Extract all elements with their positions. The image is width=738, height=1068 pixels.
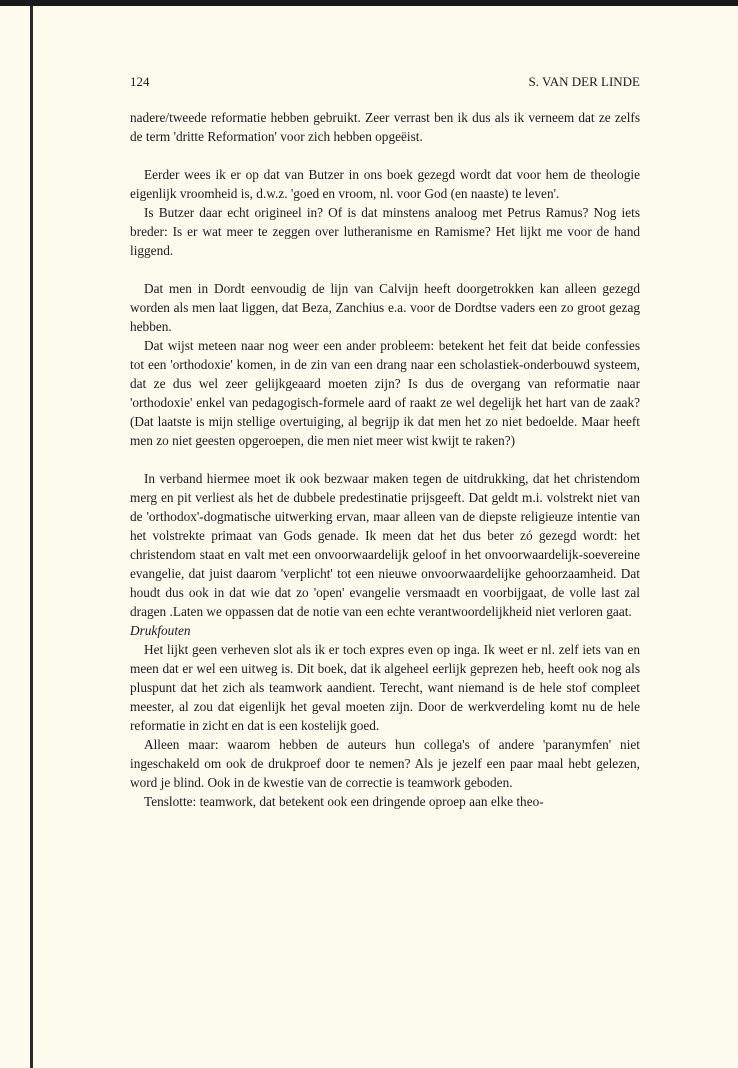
paragraph: In verband hiermee moet ik ook bezwaar maken tegen de uitdrukking, dat het christendom merg en pit verliest als het de dubbele predestinatie prijsgeeft. Dat geldt m.i. volstrekt niet van de 'orthodox'-dogmatische uitwerking ervan, maar alleen van de diepste religieuze intentie van het volstrekte primaat van Gods genade. Ik meen dat het dus beter zó gezegd wordt: het christendom staat en valt met een onvoorwaardelijk geloof in het onvoorwaardelijk-soevereine evangelie, dat juist daarom 'verplicht' tot een nieuwe onvoorwaardelijke gehoorzaamheid. Dat houdt dus ook in dat wie dat zo 'open' evangelie versmaadt en voorbijgaat, de volle last zal dragen .Laten we oppassen dat de notie van een echte verantwoordelijkheid niet verloren gaat. (130, 471, 640, 619)
paragraph: Dat wijst meteen naar nog weer een ander probleem: betekent het feit dat beide confessies tot een 'orthodoxie' komen, in de zin van een drang naar een scholastiek-onderbouwd systeem, dat ze dus wel zeer gelijkgeaard moeten zijn? Is dus de overgang van reformatie naar 'orthodoxie' enkel van pedagogisch-formele aard of raakt ze wel degelijk het hart van de zaak? (Dat laatste is mijn stellige overtuiging, al begrijp ik dat men het zo niet bedoelde. Maar heeft men zo niet geesten opgeroepen, die men niet meer wist kwijt te raken?) (130, 338, 640, 448)
body-text (130, 108, 640, 811)
paragraph: Tenslotte: teamwork, dat betekent ook een dringende oproep aan elke theo- (144, 794, 544, 809)
paragraph: Is Butzer daar echt origineel in? Of is dat minstens analoog met Petrus Ramus? Nog iets breder: Is er wat meer te zeggen over lutheranisme en Ramisme? Het lijkt me voor de hand liggend. (130, 205, 640, 258)
paragraph: Het lijkt geen verheven slot als ik er toch expres even op inga. Ik weet er nl. zelf iets van en meen dat er wel een uitweg is. Dit boek, dat ik algeheel eerlijk geprezen heb, heeft ook nog als pluspunt dat het zich als teamwork aandient. Terecht, want niemand is de hele stof compleet meester, al zou dat eigenlijk het geval moeten zijn. Door de werkverdeling komt nu de hele reformatie in zicht en dat is een kostelijk goed. (130, 642, 640, 733)
running-head: S. VAN DER LINDE (528, 74, 640, 89)
page-number: 124 (130, 74, 150, 89)
page-header (130, 74, 640, 90)
scan-edge-left (30, 6, 33, 1068)
paragraph: Alleen maar: waarom hebben de auteurs hun collega's of andere 'paranymfen' niet ingeschakeld om ook de drukproef door te nemen? Als je jezelf een paar maal hebt gelezen, word je blind. Ook in de kwestie van de correctie is teamwork geboden. (130, 737, 640, 790)
paragraph: Dat men in Dordt eenvoudig de lijn van Calvijn heeft doorgetrokken kan alleen gezegd worden als men laat liggen, dat Beza, Zanchius e.a. voor de Dordtse vaders een zo groot gezag hebben. (130, 281, 640, 334)
paragraph: nadere/tweede reformatie hebben gebruikt. Zeer verrast ben ik dus als ik verneem dat ze zelfs de term 'dritte Reformation' voor zich hebben opgeëist. (130, 110, 640, 144)
scan-edge-top (0, 0, 738, 6)
section-heading: Drukfouten (130, 623, 191, 638)
paragraph: Eerder wees ik er op dat van Butzer in ons boek gezegd wordt dat voor hem de theologie eigenlijk vroomheid is, d.w.z. 'goed en vroom, nl. voor God (en naaste) te leven'. (130, 167, 640, 201)
